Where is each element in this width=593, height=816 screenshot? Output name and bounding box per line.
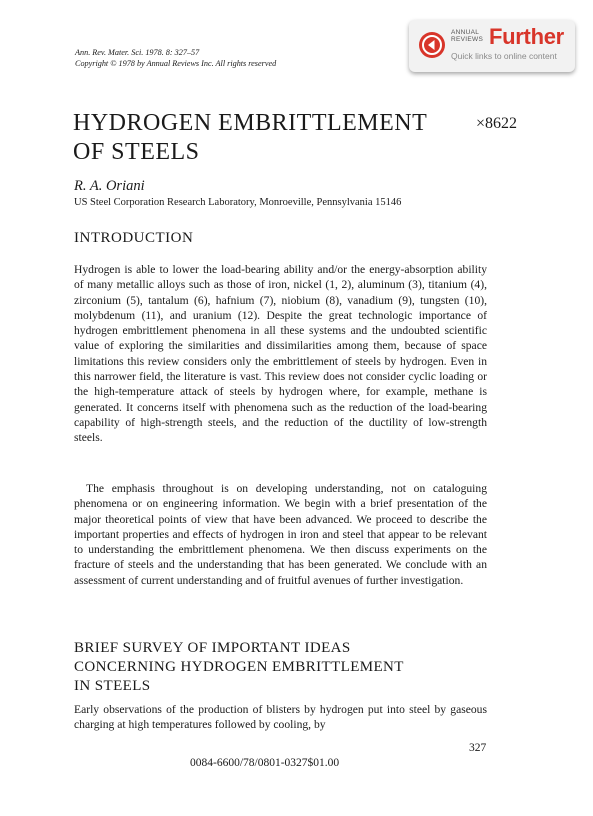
body-paragraph: The emphasis throughout is on developing understanding, not on cataloguing phenomena or on engineering information. We begin with a brief presentation of the major theoretical points of view that have been advanced. We proceed to describe the important properties and effects of hydrogen in iron and steel that appear to be relevant to understanding the embrittlement phenomena. We then discuss experiments on the fracture of steels and the understanding that has been generated. We conclude with an assessment of current understanding and of fruitful avenues of further investigation. (74, 482, 487, 587)
journal-citation (75, 47, 375, 69)
play-arrow-circle-icon (419, 32, 445, 58)
title-line: OF STEELS (73, 139, 200, 165)
article-title (73, 109, 473, 167)
author-name: R. A. Oriani (74, 178, 145, 194)
article-code: ×8622 (476, 115, 518, 132)
citation-line: Ann. Rev. Mater. Sci. 1978. 8: 327–57 (75, 48, 200, 57)
further-badge[interactable] (409, 20, 575, 72)
author-affiliation: US Steel Corporation Research Laboratory, Monroeville, Pennsylvania 15146 (74, 197, 402, 208)
page-number: 327 (469, 742, 487, 754)
further-word: Further (489, 24, 564, 49)
further-tagline: Quick links to online content (451, 51, 557, 61)
annual-reviews-wordmark: ANNUAL REVIEWS (451, 29, 484, 43)
section-heading-survey: BRIEF SURVEY OF IMPORTANT IDEAS CONCERNING HYDROGEN EMBRITTLEMENT IN STEELS (74, 640, 404, 694)
title-line: HYDROGEN EMBRITTLEMENT (73, 110, 428, 136)
copyright-line: Copyright © 1978 by Annual Reviews Inc. All rights reserved (75, 59, 277, 68)
body-paragraph: Early observations of the production of blisters by hydrogen put into steel by gaseous charging at high temperatures followed by cooling, by (74, 703, 487, 732)
section-heading-introduction: INTRODUCTION (74, 230, 194, 246)
footer-code: 0084-6600/78/0801-0327$01.00 (190, 757, 340, 769)
body-paragraph: Hydrogen is able to lower the load-bearing ability and/or the energy-absorption ability of many metallic alloys such as those of iron, nickel (1, 2), aluminum (3), titanium (4), zirconium (5), tantalum (6), hafnium (7), niobium (8), vanadium (9), tungsten (10), molybdenum (11), and uranium (12). Despite the great technologic importance of hydrogen embrittlement phenomena in all these systems and the undoubted scientific value of exploring the similarities and dissimilarities among them, because of space limitations this review considers only the embrittlement of steels by hydrogen. Even in this narrower field, the literature is vast. This review does not consider cyclic loading or the high-temperature attack of steels by hydrogen where, for example, methane is generated. It concerns itself with phenomena such as the reduction of the load-bearing capability of high-strength steels, and the reduction of the ductility of low-strength steels. (74, 263, 487, 445)
